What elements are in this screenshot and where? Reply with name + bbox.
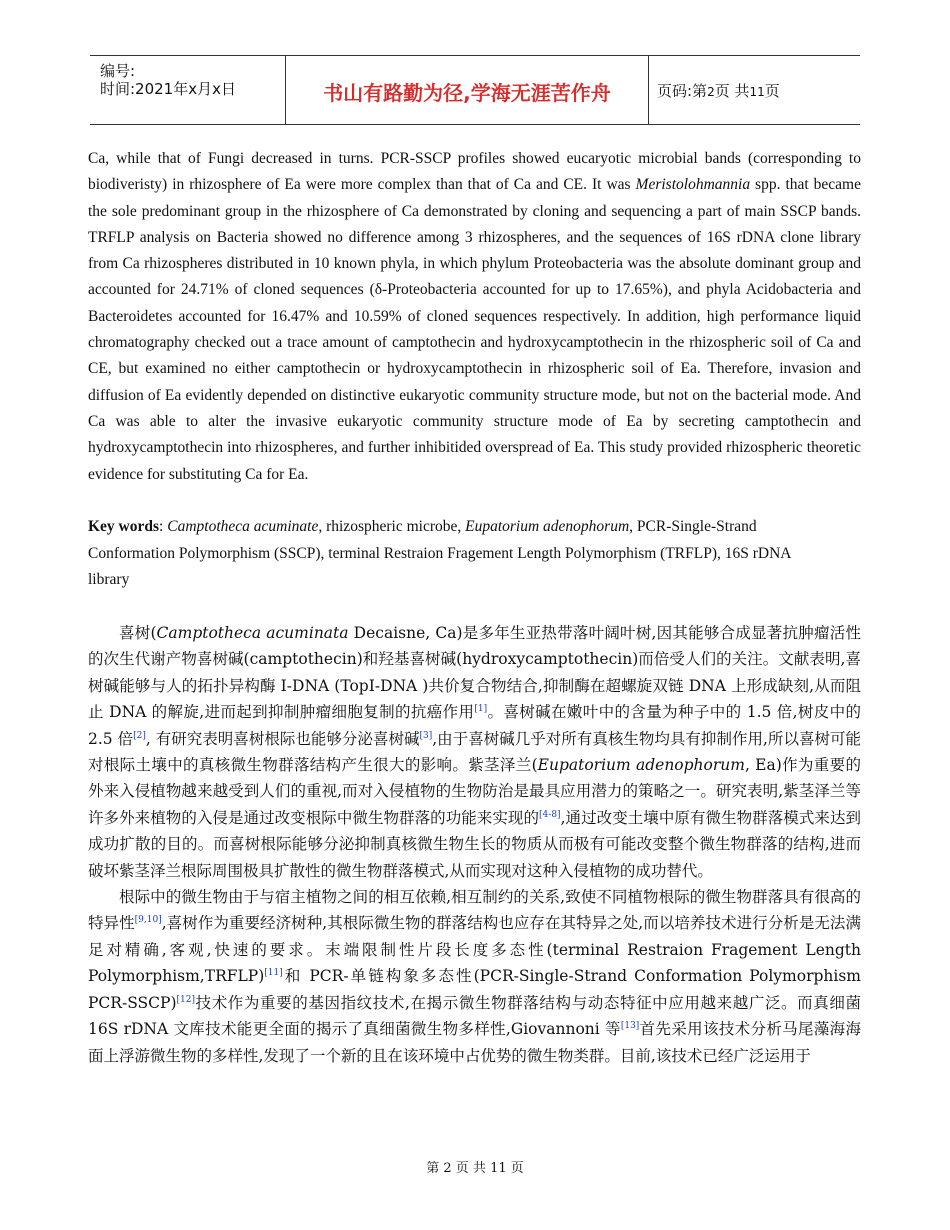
time-label: 时间:2021年x月x日 xyxy=(100,80,236,98)
p1-s6: ,由于喜树碱几乎对所有真核生物均具有抑制作用,所以喜树可能对根际土壤中的真核微生物群落结构产生很大的影响。紫茎泽兰( xyxy=(88,729,862,775)
page-total: 11 xyxy=(749,85,765,99)
body-paragraph-1 xyxy=(88,620,861,884)
keywords-line-2: Conformation Polymorphism (SSCP), terminal Restraion Fragement Length Polymorphism (TRFLP), 16S rDNA xyxy=(88,544,792,562)
abstract-text-a: Ca, while that of Fungi decreased in turns. PCR-SSCP profiles showed eucaryotic microbial bands (corresponding to biodiveristy) in rhizosphere of Ea were more complex than that of Ca and CE. It was xyxy=(88,150,861,194)
p1-s1: 喜树( xyxy=(119,624,157,642)
abstract-genus: Meristolohmannia xyxy=(635,176,751,194)
footer-page-total: 11 xyxy=(490,1161,507,1176)
p1-s8: , Ea)作为重要的外来入侵植物越来越受到人们的重视,而对入侵植物的生物防治是最具应用潜力的策略之一。研究表明,紫茎泽兰等许多外来植物的入侵是通过改变根际中微生物群落的功能来实现的 xyxy=(88,756,861,827)
p1-s3: Decaisne, Ca)是多年生亚热带落叶阔叶树,因其能够合成显著抗肿瘤活性的次生代谢产物喜树碱(camptothecin)和羟基喜树碱(hydroxycamptothecin)而倍受人们的关注。文献表明,喜树碱能够与人的拓扑异构酶 I-DNA (TopI-DNA )共价复合物结合,抑制酶在超螺旋双链 DNA 上形成缺刻,从而阻止 DNA 的解旋,进而起到抑制肿瘤细胞复制的抗癌作用 xyxy=(88,624,861,722)
p2-s4: 技术作为重要的基因指纹技术,在揭示微生物群落结构与动态特征中应用越来越广泛。而真细菌 16S rDNA 文库技术能更全面的揭示了真细菌微生物多样性,Giovannoni 等 xyxy=(88,993,861,1039)
footer-suffix: 页 xyxy=(510,1161,524,1176)
keywords-line-3: library xyxy=(88,571,130,588)
keywords-label: Key words xyxy=(88,518,160,535)
keyword-3: Eupatorium adenophorum xyxy=(465,518,630,535)
abstract-text-b: spp. that became the sole predominant group in the rhizosphere of Ca demonstrated by cloning and sequencing a part of main SSCP bands. TRFLP analysis on Bacteria showed no difference among 3 rhizospheres, and the sequences of 16S rDNA clone library from Ca rhizospheres distributed in 10 known phyla, in which phylum Proteobacteria was the absolute dominant group and accounted for 24.71% of cloned sequences (δ-Proteobacteria accounted for up to 17.65%), and phyla Acidobacteria and Bacteroidetes accounted for 16.47% and 10.59% of cloned sequences respectively. In addition, high performance liquid chromatography checked out a trace amount of camptothecin and hydroxycamptothecin in the rhizospheric soil of Ca and CE, but examined no either camptothecin or hydroxycamptothecin in rhizospheric soil of Ea. Therefore, invasion and diffusion of Ea evidently depended on distinctive eukaryotic community structure mode, but not on the bacterial mode. And Ca was able to alter the invasive eukaryotic community structure mode of Ea by secreting camptothecin and hydroxycamptothecin into rhizospheres, and further inhibitided overspread of Ea. This study provided rhizospheric theoretic evidence for substituting Ca for Ea. xyxy=(88,176,861,483)
p2-s3: 和 PCR-单链构象多态性(PCR-Single-Strand Conformation Polymorphism PCR-SSCP) xyxy=(88,967,861,1012)
keywords-block xyxy=(88,514,861,594)
p1-s4: 。喜树碱在嫩叶中的含量为种子中的 1.5 倍,树皮中的 2.5 倍 xyxy=(88,703,861,748)
header-motto-cell xyxy=(286,56,649,124)
keyword-4: , PCR-Single-Strand xyxy=(629,518,757,535)
body-paragraph-2 xyxy=(88,884,861,1069)
citation-ref-11[interactable]: [11] xyxy=(264,968,283,979)
page-mid: 页 共 xyxy=(714,82,750,100)
citation-ref-9-10[interactable]: [9,10] xyxy=(134,915,162,926)
page-prefix: 页码:第 xyxy=(657,82,708,100)
page-suffix: 页 xyxy=(764,82,780,100)
keyword-2: , rhizospheric microbe, xyxy=(318,518,466,535)
citation-ref-12[interactable]: [12] xyxy=(176,994,195,1005)
p2-s2: ,喜树作为重要经济树种,其根际微生物的群落结构也应存在其特异之处,而以培养技术进行分析是无法满足对精确,客观,快速的要求。末端限制性片段长度多态性(terminal Restraion Fragement Length Polymorphism,TRFLP) xyxy=(88,914,861,986)
page-footer xyxy=(0,1157,950,1176)
motto: 书山有路勤为径,学海无涯苦作舟 xyxy=(323,81,611,105)
p1-s5: , 有研究表明喜树根际也能够分泌喜树碱 xyxy=(145,729,420,748)
header-page-cell xyxy=(649,56,860,124)
header-page-number xyxy=(657,80,780,101)
citation-ref-2[interactable]: [2] xyxy=(133,730,146,741)
p1-species-1: Camptotheca acuminata xyxy=(156,624,349,642)
citation-ref-13[interactable]: [13] xyxy=(620,1020,640,1031)
keywords-colon: : xyxy=(159,518,168,535)
abstract-paragraph xyxy=(88,146,861,488)
header-meta-cell xyxy=(90,56,286,124)
p2-s1: 根际中的微生物由于与宿主植物之间的相互依赖,相互制约的关系,致使不同植物根际的微生物群落具有很高的特异性 xyxy=(88,888,861,933)
keywords-line-1 xyxy=(88,514,861,541)
footer-prefix: 第 xyxy=(426,1161,440,1176)
p1-s9: ,通过改变土壤中原有微生物群落模式来达到成功扩散的目的。而喜树根际能够分泌抑制真核微生物生长的物质从而极有可能改变整个微生物群落的结构,进而破坏紫茎泽兰根际周围极具扩散性的微生物群落模式,从而实现对这种入侵植物的成功替代。 xyxy=(88,808,861,880)
footer-page-num: 2 xyxy=(443,1161,452,1176)
page-header xyxy=(90,55,860,125)
citation-ref-3[interactable]: [3] xyxy=(419,730,433,741)
english-abstract xyxy=(88,146,861,488)
citation-ref-4-8[interactable]: [4-8] xyxy=(539,809,561,820)
keyword-1: Camptotheca acuminate xyxy=(167,518,319,535)
p2-s5: 首先采用该技术分析马尾藻海海面上浮游微生物的多样性,发现了一个新的且在该环境中占优势的微生物类群。目前,该技术已经广泛运用于 xyxy=(88,1020,861,1065)
page-num: 2 xyxy=(707,85,715,99)
code-label: 编号: xyxy=(100,62,136,80)
footer-mid: 页 共 xyxy=(455,1161,486,1176)
chinese-body xyxy=(88,620,861,1069)
citation-ref-1[interactable]: [1] xyxy=(474,704,488,715)
p1-species-2: Eupatorium adenophorum xyxy=(537,756,745,775)
